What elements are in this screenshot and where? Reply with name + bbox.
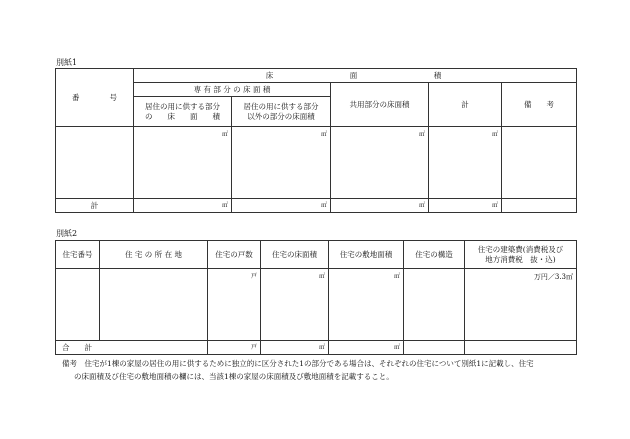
cell-remarks[interactable] (502, 127, 577, 199)
total-residential-area[interactable]: ㎡ (134, 199, 232, 213)
sheet1-table (55, 68, 577, 213)
header-floor-area: 床 面 積 (134, 69, 577, 83)
note-line2: の床面積及び住宅の敷地面積の欄には、当該1棟の家屋の床面積及び敷地面積を記載すること。 (74, 372, 394, 381)
cell-non-residential-area[interactable]: ㎡ (232, 127, 331, 199)
header-non-residential-line1: 居住の用に供する部分 (243, 101, 319, 111)
cell-floor-area[interactable]: ㎡ (261, 269, 329, 341)
total-floor-area[interactable]: ㎡ (261, 341, 329, 355)
total-row (56, 199, 577, 213)
cell-unit-count[interactable]: 戸 (208, 269, 261, 341)
table-row (56, 269, 577, 341)
header-total: 計 (429, 83, 502, 127)
header-residential-line2: の 床 面 積 (145, 111, 220, 121)
cell-site-area[interactable]: ㎡ (329, 269, 404, 341)
header-non-residential (232, 97, 331, 127)
total-remarks[interactable] (502, 199, 577, 213)
header-private-area: 専 有 部 分 の 床 面 積 (134, 83, 331, 97)
total-structure[interactable] (404, 341, 465, 355)
note-line1: 備考 住宅が1棟の家屋の居住の用に供するために独立的に区分された1の部分である場合は、それぞれの住宅について別紙1に記載し、住宅 (62, 359, 534, 368)
header-remarks: 備 考 (502, 83, 577, 127)
table-row (56, 127, 577, 199)
header-construction-cost-line2: 地方消費税 抜・込) (485, 254, 556, 264)
cell-construction-cost[interactable]: 万円／3.3㎡ (465, 269, 577, 341)
total-row-label: 計 (56, 199, 134, 213)
cell-common-area[interactable]: ㎡ (331, 127, 429, 199)
total-non-residential-area[interactable]: ㎡ (232, 199, 331, 213)
header-common-area: 共用部分の床面積 (331, 83, 429, 127)
total-row (56, 341, 577, 355)
sheet2-label: 別紙2 (56, 229, 78, 238)
cell-house-number[interactable] (56, 269, 100, 341)
header-residential (134, 97, 232, 127)
total-common-area[interactable]: ㎡ (331, 199, 429, 213)
sheet1-label: 別紙1 (56, 58, 78, 67)
header-number: 番 号 (56, 69, 134, 127)
total-construction-cost[interactable] (465, 341, 577, 355)
header-site-area: 住宅の敷地面積 (329, 241, 404, 269)
header-construction-cost-line1: 住宅の建築費(消費税及び (477, 244, 564, 254)
total-unit-count[interactable]: 戸 (208, 341, 261, 355)
sheet2-table (55, 240, 577, 355)
sheet2-total-label: 合 計 (56, 341, 208, 355)
header-residential-line1: 居住の用に供する部分 (145, 101, 220, 111)
header-floor-area: 住宅の床面積 (261, 241, 329, 269)
cell-residential-area[interactable]: ㎡ (134, 127, 232, 199)
header-house-number: 住宅番号 (56, 241, 100, 269)
total-site-area[interactable]: ㎡ (329, 341, 404, 355)
header-structure: 住宅の構造 (404, 241, 465, 269)
cell-structure[interactable] (404, 269, 465, 341)
total-total-area[interactable]: ㎡ (429, 199, 502, 213)
cell-location[interactable] (100, 269, 208, 341)
cell-total-area[interactable]: ㎡ (429, 127, 502, 199)
cell-number[interactable] (56, 127, 134, 199)
header-construction-cost (465, 241, 577, 269)
header-location: 住 宅 の 所 在 地 (100, 241, 208, 269)
header-unit-count: 住宅の戸数 (208, 241, 261, 269)
header-non-residential-line2: 以外の部分の床面積 (247, 111, 315, 121)
